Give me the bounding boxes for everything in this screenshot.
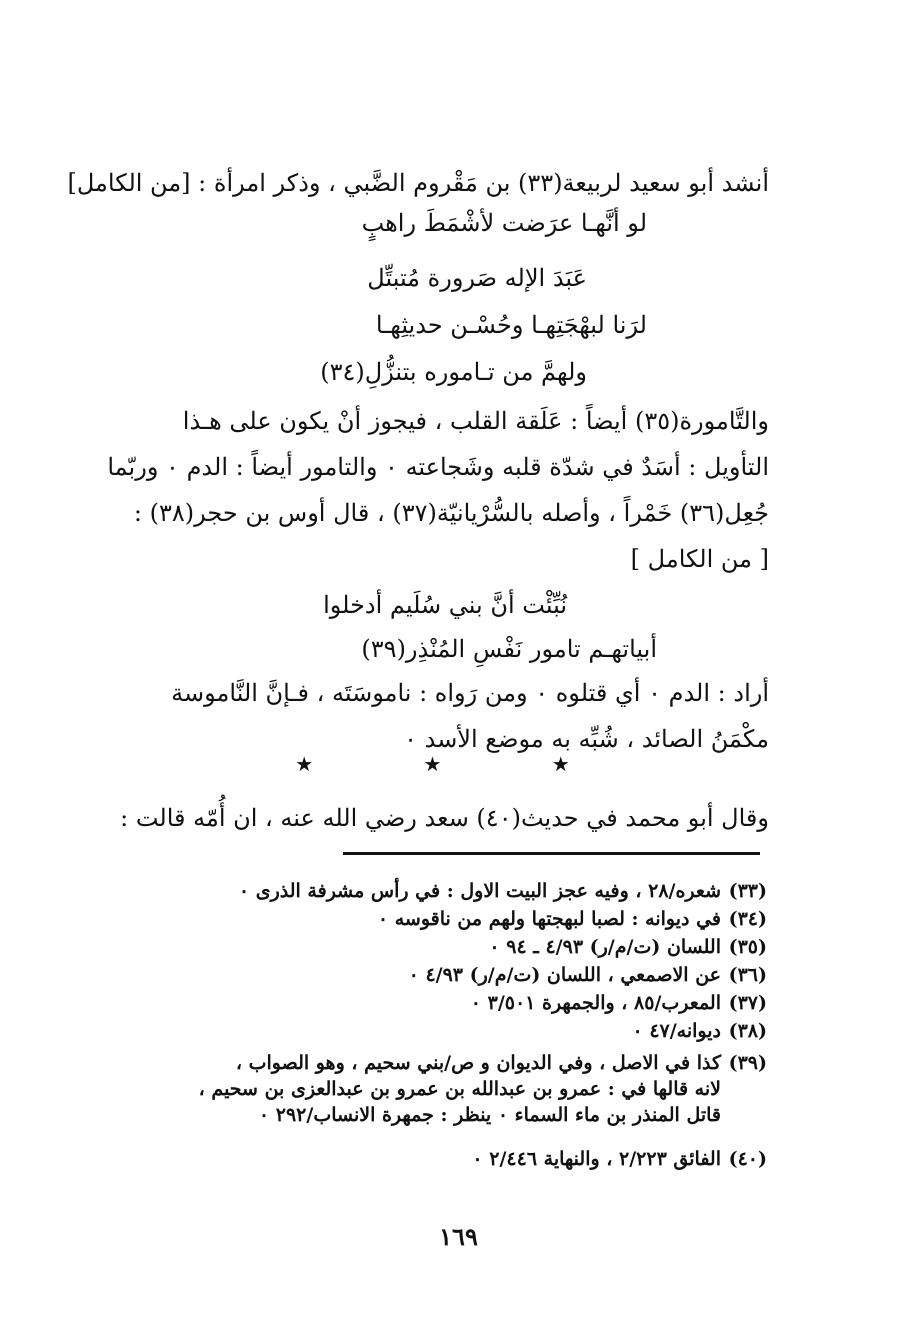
paragraph-explanation xyxy=(110,670,769,762)
footnote-35 xyxy=(115,934,767,960)
verse1-line-3: لرَنا لبهْجَتِهـا وحُسْـن حديثِهـا xyxy=(375,311,647,339)
paragraph-tamoura xyxy=(107,398,769,582)
footnote-text: ديوانه/٤٧ ٠ xyxy=(632,1020,721,1042)
footnote-text: المعرب/٨٥ ، والجمهرة ٣/٥٠١ ٠ xyxy=(470,992,721,1014)
text-line: أراد : الدم ٠ أي قتلوه ٠ ومن رَواه : ناموسَتَه ، فـإنَّ النَّاموسة xyxy=(171,679,769,707)
footnote-39 xyxy=(115,1050,767,1128)
footnote-number: (٣٤) xyxy=(728,908,767,930)
text-line: التأويل : أسَدٌ في شدّة قلبه وشَجاعته ٠ والتامور أيضاً : الدم ٠ وربّما xyxy=(107,453,769,481)
footnote-38 xyxy=(115,1018,767,1044)
text-line: جُعِل(٣٦) خَمْراً ، وأصله بالسُّرْيانيّة(٣٧) ، قال أوس بن حجر(٣٨) : xyxy=(133,499,769,527)
footnote-34 xyxy=(115,906,767,932)
text-line: وقال أبو محمد في حديث(٤٠) سعد رضي الله عنه ، ان أُمّه قالت : xyxy=(120,804,769,832)
verse2-line-2: أبياتهـم تامور نَفْسِ المُنْذِر(٣٩) xyxy=(361,635,657,663)
footnote-text: كذا في الاصل ، وفي الديوان و ص/بني سحيم ، وهو الصواب ، xyxy=(235,1052,721,1074)
text-line: مكْمَنُ الصائد ، شُبِّه به موضع الأسد ٠ xyxy=(404,725,769,753)
footnote-separator xyxy=(343,852,760,855)
text-line: والتَّامورة(٣٥) أيضاً : عَلَقة القلب ، فيجوز أنْ يكون على هـذا xyxy=(182,407,769,435)
page-number: ١٦٩ xyxy=(439,1222,478,1251)
verse1-line-2: عَبَدَ الإله صَرورة مُتبتِّل xyxy=(367,264,587,292)
footnote-text: لانه قالها في : عمرو بن عبدالله بن عمرو بن عبدالعزى بن سحيم ، xyxy=(198,1078,721,1100)
footnote-number: (٣٣) xyxy=(728,880,767,902)
footnote-text: عن الاصمعي ، اللسان (ت/م/ر) ٤/٩٣ ٠ xyxy=(408,964,721,986)
footnote-text: اللسان (ت/م/ر) ٤/٩٣ ـ ٩٤ ٠ xyxy=(489,936,721,958)
text-line: [ من الكامل ] xyxy=(630,545,769,573)
footnote-number: (٣٦) xyxy=(728,964,767,986)
footnote-40 xyxy=(115,1146,767,1172)
footnote-36 xyxy=(115,962,767,988)
footnote-number: (٣٥) xyxy=(728,936,767,958)
verse1-line-4: ولهمَّ من تـاموره بتنزُّلِ(٣٤) xyxy=(320,358,587,386)
footnote-33 xyxy=(115,878,767,904)
closing-line xyxy=(110,795,769,841)
footnote-text: في ديوانه : لصبا لبهجتها ولهم من ناقوسه ٠ xyxy=(377,908,721,930)
footnote-number: (٤٠) xyxy=(728,1148,767,1170)
text-line: أنشد أبو سعيد لربيعة(٣٣) بن مَقْروم الضَّبي ، وذكر امرأة : [من الكامل] xyxy=(67,169,769,197)
footnote-text: الفائق ٢/٢٢٣ ، والنهاية ٢/٤٤٦ ٠ xyxy=(472,1148,721,1170)
footnote-text: قاتل المنذر بن ماء السماء ٠ ينظر : جمهرة الانساب/٢٩٢ ٠ xyxy=(258,1104,721,1126)
footnote-37 xyxy=(115,990,767,1016)
footnote-number: (٣٩) xyxy=(728,1052,767,1074)
footnote-number: (٣٨) xyxy=(728,1020,767,1042)
section-divider-stars: ★ ★ ★ xyxy=(295,752,622,776)
verse2-line-1: نُبِّئْت أنَّ بني سُلَيم أدخلوا xyxy=(323,591,567,619)
footnote-text: شعره/٢٨ ، وفيه عجز البيت الاول : في رأس مشرفة الذرى ٠ xyxy=(238,880,721,902)
footnote-number: (٣٧) xyxy=(728,992,767,1014)
verse1-line-1: لو أنَّهـا عرَضت لأشْمَطَ راهبٍ xyxy=(361,209,647,237)
